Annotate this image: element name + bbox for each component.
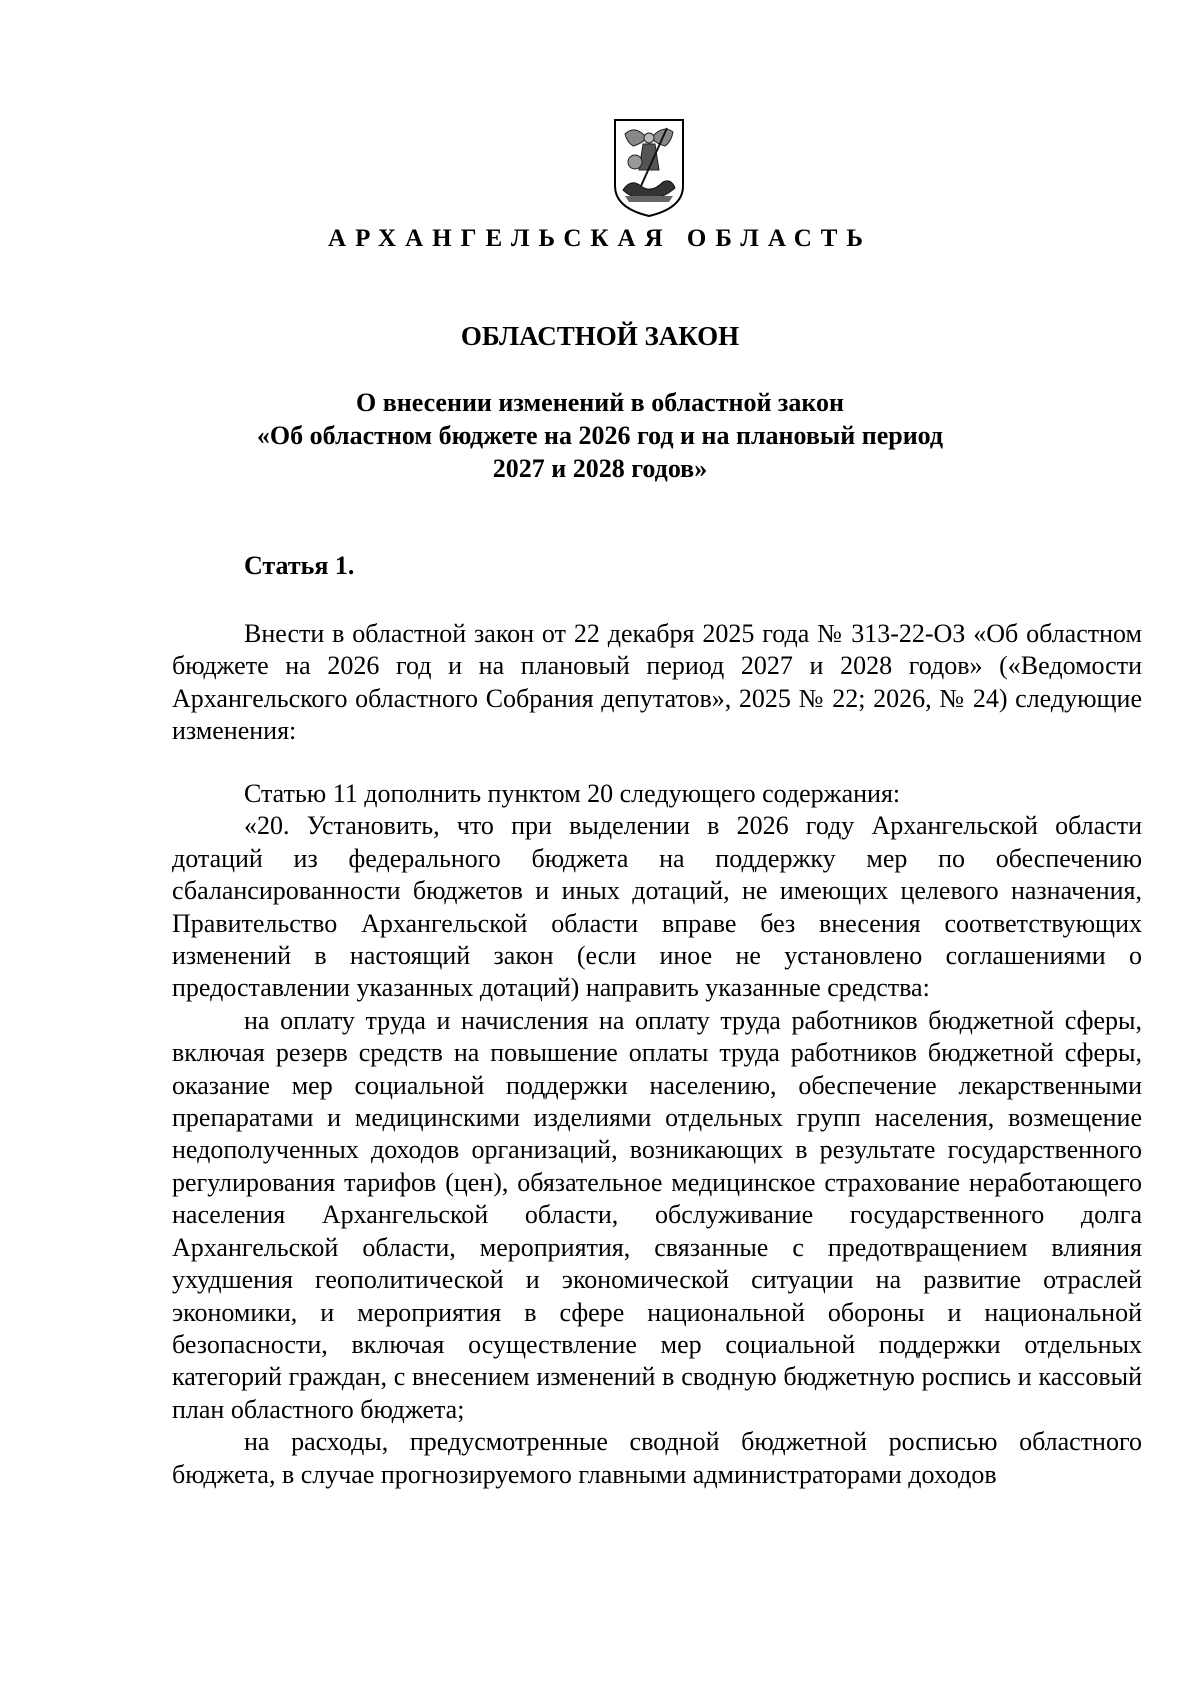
point-20-item-1-paragraph: на оплату труда и начисления на оплату труда работников бюджетной сферы, включая резерв средств на повышение оплаты труда работников бюджетной сферы, оказание мер социальной поддержки населению, обеспечение лекарственными препаратами и медицинскими изделиями отдельных групп населения, возмещение недополученных доходов организаций, возникающих в результате государственного регулирования тарифов (цен), обязательное медицинское страхование неработающего населения Архангельской области, обслуживание государственного долга Архангельской области, мероприятия, связанные с предотвращением влияния ухудшения геополитической и экономической ситуации на развитие отраслей экономики, и мероприятия в сфере национальной обороны и национальной безопасности, включая осуществление мер социальной поддержки отдельных категорий граждан, с внесением изменений в сводную бюджетную роспись и кассовый план областного бюджета; (172, 1005, 1142, 1424)
document-type: ОБЛАСТНОЙ ЗАКОН (460, 321, 740, 351)
region-name: АРХАНГЕЛЬСКАЯ ОБЛАСТЬ (328, 225, 872, 252)
law-title-line: «Об областном бюджете на 2026 год и на плановый период (256, 421, 944, 450)
law-title-line: 2027 и 2028 годов» (492, 454, 708, 483)
point-20-item-2-paragraph: на расходы, предусмотренные сводной бюджетной росписью областного бюджета, в случае прогнозируемого главными администраторами доходов (172, 1427, 1142, 1489)
point-20-paragraph: «20. Установить, что при выделении в 2026 году Архангельской области дотаций из федерального бюджета на поддержку мер по обеспечению сбалансированности бюджетов и иных дотаций, не имеющих целевого назначения, Правительство Архангельской области вправе без внесения соответствующих изменений в настоящий закон (если иное не установлено соглашениями о предоставлении указанных дотаций) направить указанные средства: (172, 811, 1142, 1003)
archangel-coat-of-arms-icon (611, 116, 687, 218)
amendment-intro-paragraph: Статью 11 дополнить пунктом 20 следующего содержания: (244, 779, 901, 808)
article-intro-block (172, 618, 1142, 748)
article-intro-paragraph: Внести в областной закон от 22 декабря 2025 года № 313-22-ОЗ «Об областном бюджете на 2026 год и на плановый период 2027 и 2028 годов» («Ведомости Архангельского областного Собрания депутатов», 2025 № 22; 2026, № 24) следующие изменения: (172, 619, 1142, 746)
law-title (150, 386, 1050, 485)
article-heading: Статья 1. (244, 551, 355, 580)
law-title-line: О внесении изменений в областной закон (355, 388, 845, 417)
amendment-block (172, 778, 1142, 1491)
